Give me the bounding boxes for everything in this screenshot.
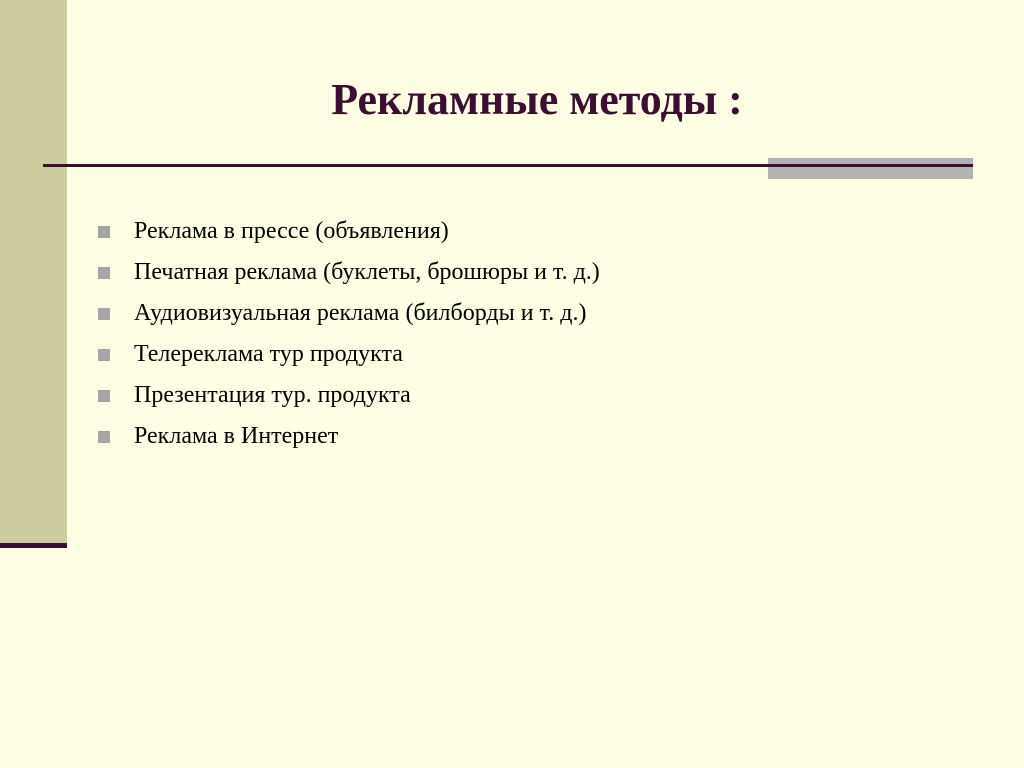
bullet-item (98, 211, 600, 252)
bullet-text: Аудиовизуальная реклама (билборды и т. д.) (134, 300, 587, 326)
square-bullet-icon (98, 390, 110, 402)
square-bullet-icon (98, 431, 110, 443)
left-band-underline (0, 543, 67, 548)
bullet-item (98, 252, 600, 293)
bullet-list (98, 211, 600, 457)
bullet-text: Реклама в прессе (объявления) (134, 218, 449, 244)
bullet-item (98, 416, 600, 457)
left-decorative-band (0, 0, 67, 545)
bullet-text: Реклама в Интернет (134, 423, 339, 449)
bullet-item (98, 334, 600, 375)
bullet-text: Телереклама тур продукта (134, 341, 403, 367)
decorative-stripe-bottom (768, 167, 973, 179)
decorative-stripe-top (768, 158, 973, 164)
bullet-item (98, 293, 600, 334)
square-bullet-icon (98, 226, 110, 238)
square-bullet-icon (98, 308, 110, 320)
square-bullet-icon (98, 349, 110, 361)
slide-title: Рекламные методы : (331, 75, 743, 124)
square-bullet-icon (98, 267, 110, 279)
bullet-text: Презентация тур. продукта (134, 382, 411, 408)
bullet-text: Печатная реклама (буклеты, брошюры и т. д.) (134, 259, 600, 285)
bullet-item (98, 375, 600, 416)
